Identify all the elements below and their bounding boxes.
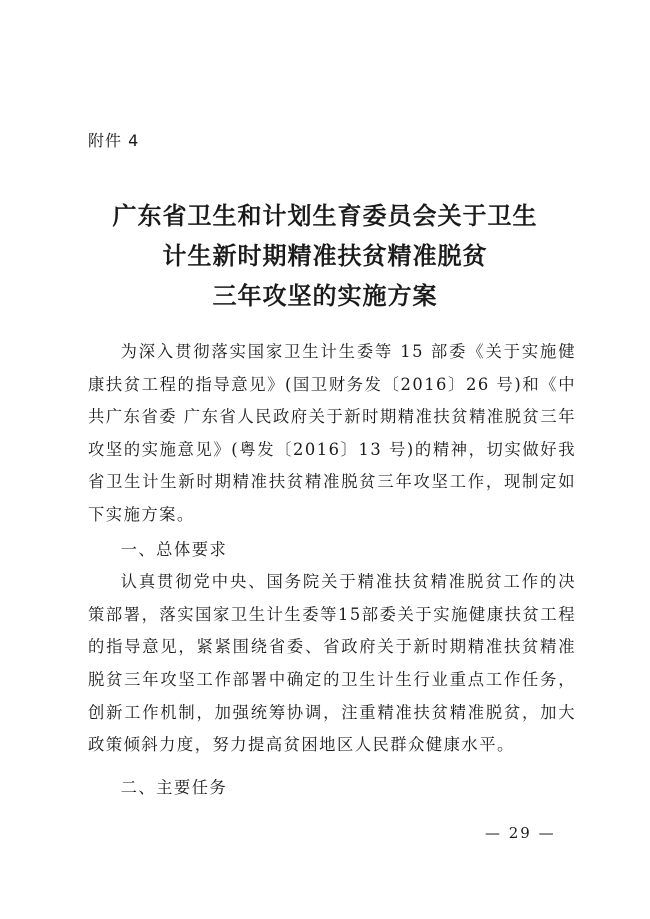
section-heading-general-requirements: 一、总体要求 <box>120 539 228 559</box>
intro-paragraph: 为深入贯彻落实国家卫生计生委等 15 部委《关于实施健康扶贫工程的指导意见》(国卫财务发〔2016〕26 号)和《中共广东省委 广东省人民政府关于新时期精准扶贫精准脱贫三年攻坚的实施意见》(粤发〔2016〕13 号)的精神，切实做好我省卫生计生新时期精准扶贫精准脱贫三年攻坚工作，现制定如下实施方案。 <box>88 342 576 524</box>
page-number: — 29 — <box>485 824 556 842</box>
title-line-3: 三年攻坚的实施方案 <box>212 281 438 310</box>
document-body <box>88 336 576 804</box>
title-line-2: 计生新时期精准扶贫精准脱贫 <box>162 241 488 270</box>
title-line-1: 广东省卫生和计划生育委员会关于卫生 <box>112 201 538 230</box>
general-requirements-paragraph: 认真贯彻党中央、国务院关于精准扶贫精准脱贫工作的决策部署，落实国家卫生计生委等15部委关于实施健康扶贫工程的指导意见，紧紧围绕省委、省政府关于新时期精准扶贫精准脱贫三年攻坚工作部署中确定的卫生计生行业重点工作任务，创新工作机制，加强统筹协调，注重精准扶贫精准脱贫，加大政策倾斜力度，努力提高贫困地区人民群众健康水平。 <box>88 572 576 755</box>
section-heading-main-tasks: 二、主要任务 <box>120 777 228 797</box>
document-title <box>60 196 590 316</box>
attachment-label: 附件 4 <box>88 131 140 150</box>
